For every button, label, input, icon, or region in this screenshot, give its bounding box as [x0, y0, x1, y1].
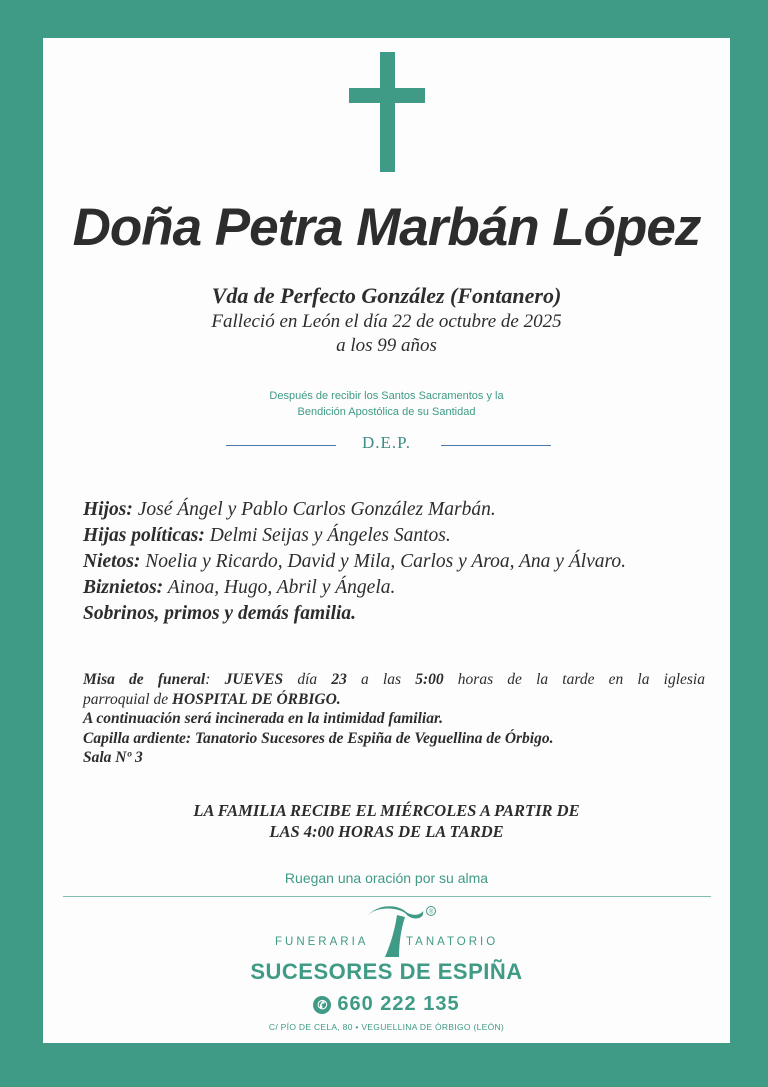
mass-time: 5:00 — [415, 671, 444, 688]
family-line — [83, 497, 723, 523]
room-line — [83, 748, 705, 768]
phone-number: 660 222 135 — [337, 993, 460, 1015]
mass-rest: horas de la tarde en la iglesia — [443, 671, 705, 688]
mass-label: Misa de funeral — [83, 671, 206, 688]
sacraments-note — [43, 388, 730, 420]
tanatorio-label: TANATORIO — [406, 936, 499, 948]
age-at-death: a los 99 años — [336, 335, 437, 356]
obituary-sheet — [43, 38, 730, 1043]
family-line — [83, 601, 723, 627]
family-line — [83, 523, 723, 549]
family-line — [83, 575, 723, 601]
family-line-label: Hijas políticas: — [83, 525, 205, 546]
dep-label: D.E.P. — [362, 433, 411, 452]
mass-line — [83, 670, 705, 690]
family-line-label: Hijos: — [83, 499, 133, 520]
funeraria-label: FUNERARIA — [275, 936, 369, 948]
family-line-text: Noelia y Ricardo, David y Mila, Carlos y Aroa, Ana y Álvaro. — [140, 551, 627, 572]
parish-name: HOSPITAL DE ÓRBIGO. — [171, 690, 341, 708]
mass-dia-text: día — [283, 671, 332, 688]
company-address: C/ PÍO DE CELA, 80 • VEGUELLINA DE ÓRBIGO (LEÓN) — [268, 1022, 505, 1032]
family-line — [83, 549, 723, 575]
mass-day: JUEVES — [224, 671, 284, 688]
chapel-text: Capilla ardiente: Tanatorio Sucesores de Espiña de Veguellina de Órbigo. — [83, 729, 554, 747]
dep-rule-right — [441, 445, 551, 446]
registered-mark: ® — [428, 909, 434, 916]
receive-line-1: LA FAMILIA RECIBE EL MIÉRCOLES A PARTIR DE — [193, 801, 580, 820]
prayer-request: Ruegan una oración por su alma — [284, 870, 489, 886]
family-line-text: Delmi Seijas y Ángeles Santos. — [204, 525, 451, 546]
family-line-text: José Ángel y Pablo Carlos González Marbán. — [132, 499, 496, 520]
widow-of: Vda de Perfecto González (Fontanero) — [211, 283, 562, 308]
company-name: SUCESORES DE ESPIÑA — [250, 959, 523, 984]
chapel-line — [83, 729, 705, 749]
sacraments-line-1: Después de recibir los Santos Sacramentos y la — [269, 390, 504, 402]
cross-icon — [349, 52, 425, 172]
family-receives-note — [43, 800, 730, 842]
death-date: Falleció en León el día 22 de octubre de 2025 — [211, 311, 562, 332]
mass-date: 23 — [331, 671, 347, 688]
cremation-text: A continuación será incinerada en la intimidad familiar. — [83, 710, 444, 727]
receive-line-2: LAS 4:00 HORAS DE LA TARDE — [269, 822, 504, 841]
phone-icon: ✆ — [313, 996, 331, 1014]
cremation-line — [83, 709, 705, 729]
family-line-label: Nietos: — [83, 551, 141, 572]
funeral-details — [83, 670, 705, 768]
family-line-text: Ainoa, Hugo, Abril y Ángela. — [163, 577, 396, 598]
mass-at-text: a las — [346, 671, 416, 688]
mass-colon: : — [205, 671, 225, 688]
room-text: Sala Nº 3 — [83, 749, 143, 766]
footer-divider — [63, 896, 711, 897]
sacraments-line-2: Bendición Apostólica de su Santidad — [297, 406, 476, 418]
parish-text: parroquial de — [83, 690, 172, 708]
family-line-label: Biznietos: — [83, 577, 164, 598]
family-line-label: Sobrinos, primos y demás familia. — [83, 603, 357, 624]
company-phone — [43, 993, 730, 1016]
deceased-name: Doña Petra Marbán López — [72, 198, 701, 257]
company-logo-icon — [361, 903, 441, 963]
parish-line — [83, 690, 705, 710]
family-list — [83, 497, 723, 627]
